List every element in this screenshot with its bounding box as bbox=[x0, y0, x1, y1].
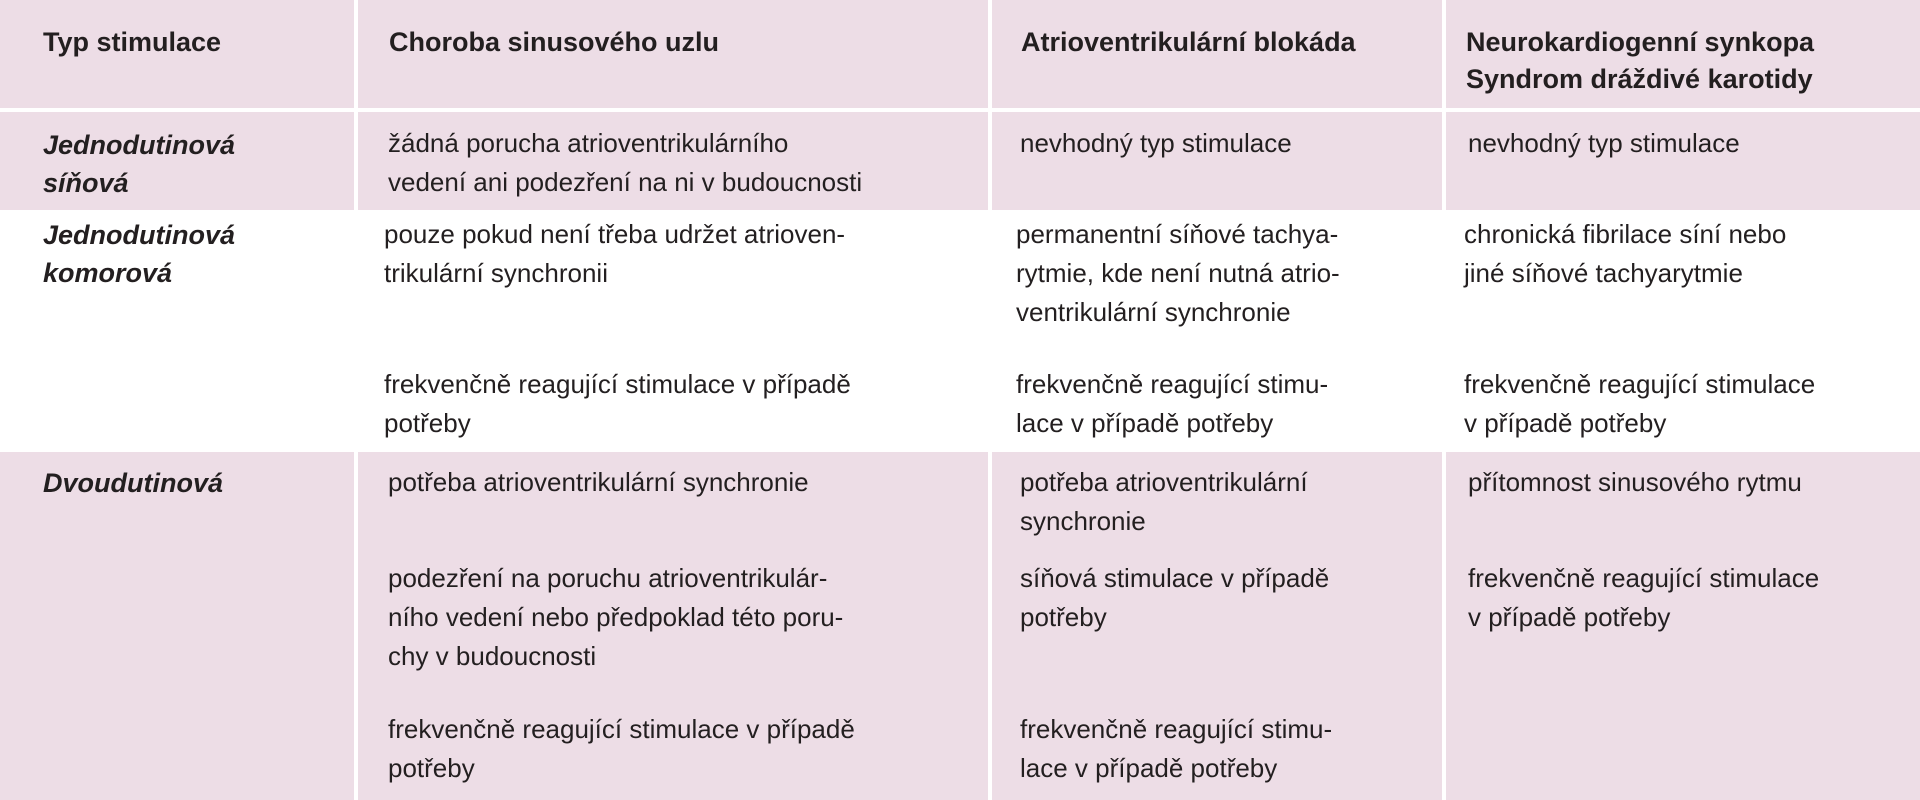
table-cell bbox=[354, 212, 988, 450]
cell-text: permanentní síňové tachya- bbox=[1016, 219, 1339, 249]
cell-text: ního vedení nebo předpoklad této poru- bbox=[388, 602, 844, 632]
table-row bbox=[0, 452, 1920, 800]
header-label: Typ stimulace bbox=[43, 27, 222, 57]
table-cell bbox=[988, 112, 1442, 210]
row-label: síňová bbox=[43, 168, 129, 198]
cell-text: frekvenčně reagující stimulace v případě bbox=[388, 714, 855, 744]
cell-text: potřeby bbox=[388, 753, 475, 783]
header-cell-syncope-carotid bbox=[1442, 0, 1920, 108]
cell-text: lace v případě potřeby bbox=[1020, 753, 1278, 783]
table-row bbox=[0, 112, 1920, 210]
header-label: Choroba sinusového uzlu bbox=[389, 27, 720, 57]
cell-text: potřeba atrioventrikulární synchronie bbox=[388, 467, 809, 497]
header-label: Neurokardiogenní synkopa bbox=[1466, 27, 1815, 57]
row-label-cell bbox=[0, 212, 354, 450]
cell-text: v případě potřeby bbox=[1464, 408, 1667, 438]
header-cell-sinus-node-disease bbox=[354, 0, 988, 108]
cell-text: lace v případě potřeby bbox=[1016, 408, 1274, 438]
row-label: Jednodutinová bbox=[43, 130, 236, 160]
table-cell bbox=[354, 112, 988, 210]
cell-text: frekvenčně reagující stimulace bbox=[1468, 563, 1820, 593]
cell-text: nevhodný typ stimulace bbox=[1020, 128, 1292, 158]
cell-text: ventrikulární synchronie bbox=[1016, 297, 1291, 327]
cell-text: frekvenčně reagující stimu- bbox=[1016, 369, 1329, 399]
header-label: Atrioventrikulární blokáda bbox=[1021, 27, 1356, 57]
table-cell bbox=[988, 452, 1442, 800]
row-label-cell bbox=[0, 452, 354, 800]
cell-text: v případě potřeby bbox=[1468, 602, 1671, 632]
row-label: Dvoudutinová bbox=[43, 468, 223, 498]
cell-text: rytmie, kde není nutná atrio- bbox=[1016, 258, 1340, 288]
row-label: komorová bbox=[43, 258, 173, 288]
row-label: Jednodutinová bbox=[43, 220, 236, 250]
cell-text: potřeby bbox=[384, 408, 471, 438]
cell-text: síňová stimulace v případě bbox=[1020, 563, 1330, 593]
header-cell-pacing-type bbox=[0, 0, 354, 108]
cell-text: frekvenčně reagující stimulace v případě bbox=[384, 369, 851, 399]
cell-text: potřeba atrioventrikulární bbox=[1020, 467, 1308, 497]
table-row bbox=[0, 212, 1920, 450]
table-cell bbox=[1442, 112, 1920, 210]
cell-text: nevhodný typ stimulace bbox=[1468, 128, 1740, 158]
cell-text: frekvenčně reagující stimu- bbox=[1020, 714, 1333, 744]
cell-text: přítomnost sinusového rytmu bbox=[1468, 467, 1802, 497]
cell-text: podezření na poruchu atrioventrikulár- bbox=[388, 563, 828, 593]
cell-text: trikulární synchronii bbox=[384, 258, 608, 288]
cell-text: frekvenčně reagující stimulace bbox=[1464, 369, 1816, 399]
cell-text: synchronie bbox=[1020, 506, 1146, 536]
cell-text: žádná porucha atrioventrikulárního bbox=[388, 128, 789, 158]
table-cell bbox=[1442, 452, 1920, 800]
header-cell-av-block bbox=[988, 0, 1442, 108]
cell-text: potřeby bbox=[1020, 602, 1107, 632]
header-label: Syndrom dráždivé karotidy bbox=[1466, 64, 1813, 94]
cell-text: vedení ani podezření na ni v budoucnosti bbox=[388, 167, 863, 197]
cell-text: pouze pokud není třeba udržet atrioven- bbox=[384, 219, 846, 249]
table-cell bbox=[354, 452, 988, 800]
row-label-cell bbox=[0, 112, 354, 210]
table-cell bbox=[1442, 212, 1920, 450]
cell-text: chronická fibrilace síní nebo bbox=[1464, 219, 1787, 249]
cell-text: chy v budoucnosti bbox=[388, 641, 597, 671]
cell-text: jiné síňové tachyarytmie bbox=[1464, 258, 1743, 288]
table-header-row bbox=[0, 0, 1920, 108]
table-cell bbox=[988, 212, 1442, 450]
